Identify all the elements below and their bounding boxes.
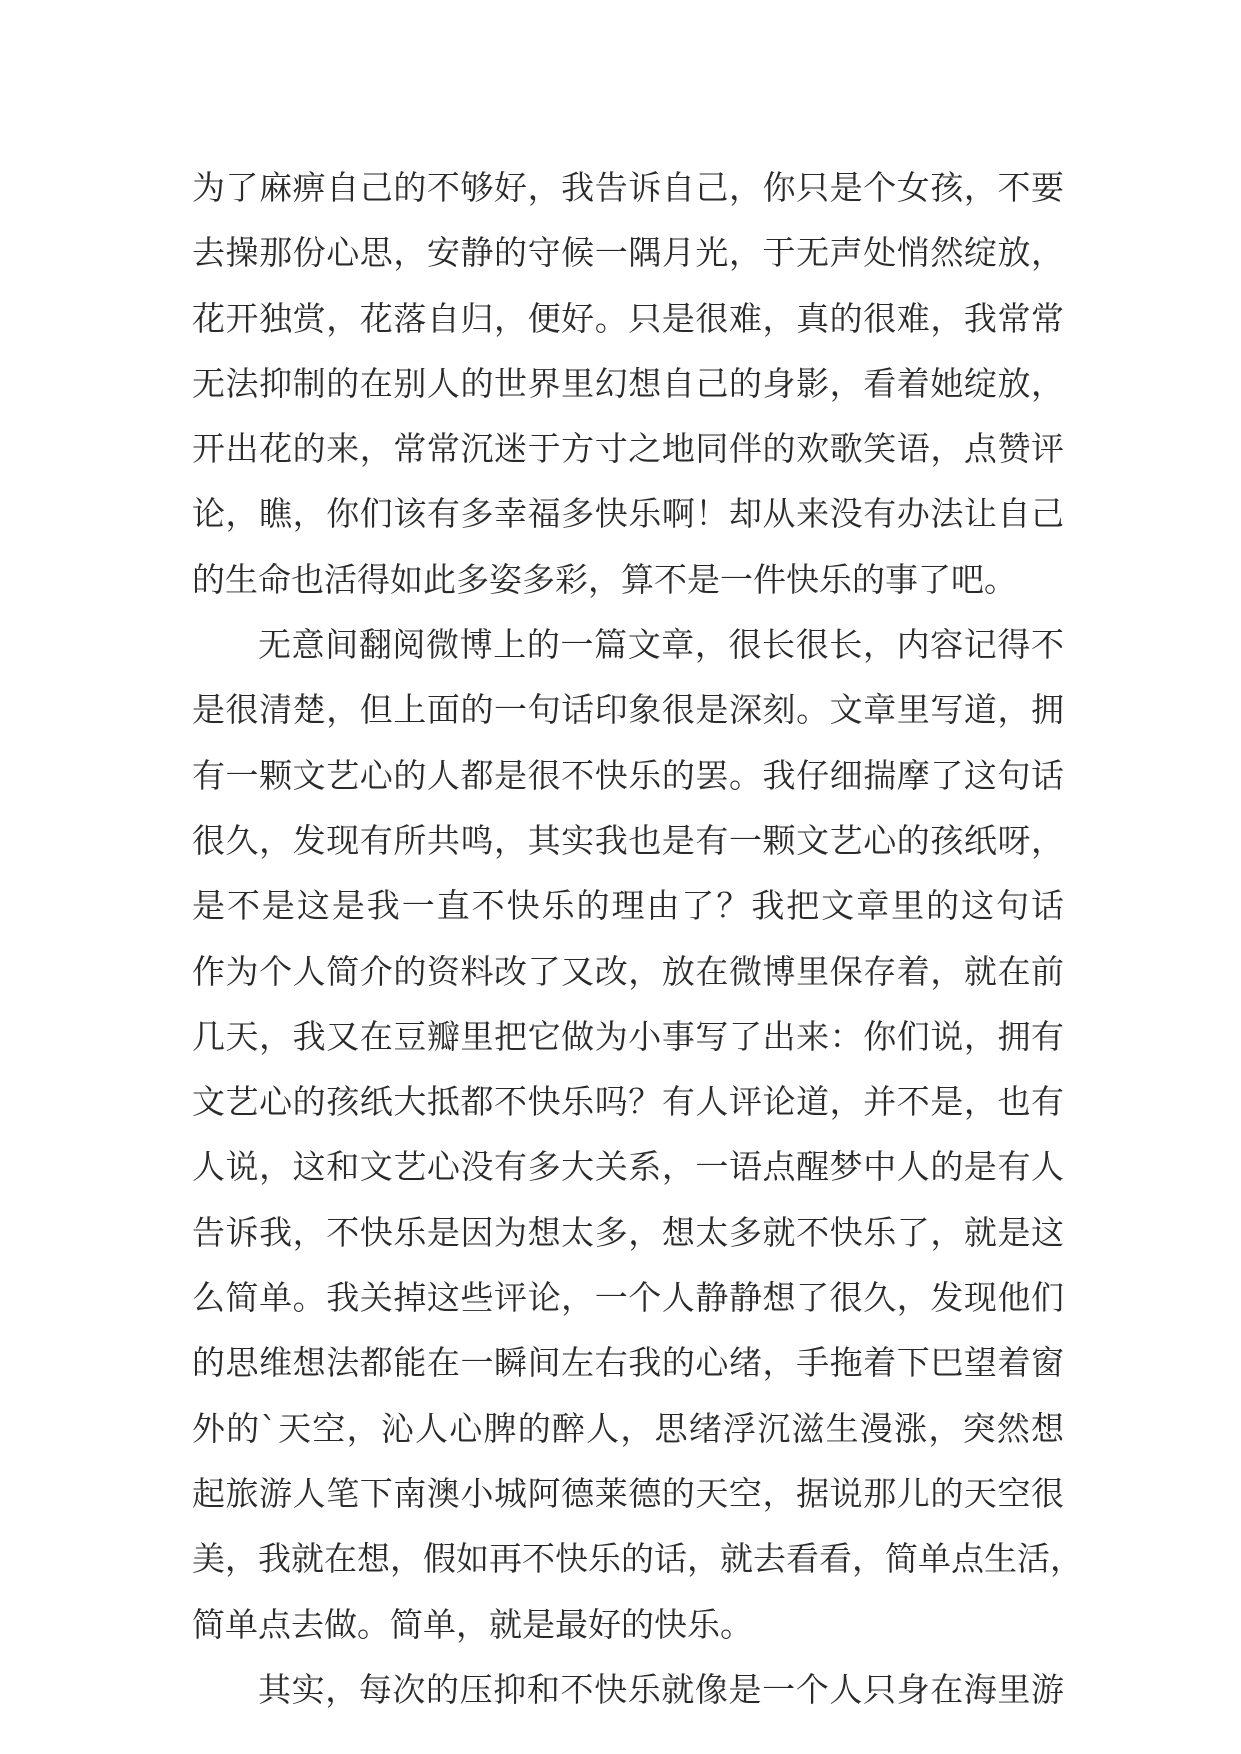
text-line: 的思维想法都能在一瞬间左右我的心绪，手拖着下巴望着窗 bbox=[192, 1343, 1064, 1383]
text-line: 论，瞧，你们该有多幸福多快乐啊！却从来没有办法让自己 bbox=[192, 494, 1064, 534]
text-line: 是不是这是我一直不快乐的理由了？我把文章里的这句话 bbox=[192, 886, 1064, 926]
text-line: 简单点去做。简单，就是最好的快乐。 bbox=[192, 1604, 753, 1644]
text-line: 作为个人简介的资料改了又改，放在微博里保存着，就在前 bbox=[192, 951, 1064, 991]
text-line: 很久，发现有所共鸣，其实我也是有一颗文艺心的孩纸呀， bbox=[192, 820, 1064, 860]
text-line: 是很清楚，但上面的一句话印象很是深刻。文章里写道，拥 bbox=[192, 690, 1064, 730]
text-line: 无法抑制的在别人的世界里幻想自己的身影，看着她绽放， bbox=[192, 363, 1064, 403]
text-line: 几天，我又在豆瓣里把它做为小事写了出来：你们说，拥有 bbox=[192, 1016, 1064, 1056]
text-line: 告诉我，不快乐是因为想太多，想太多就不快乐了，就是这 bbox=[192, 1212, 1064, 1252]
text-line: 外的`天空，沁人心脾的醉人，思绪浮沉滋生漫涨，突然想 bbox=[192, 1408, 1064, 1448]
text-line: 花开独赏，花落自归，便好。只是很难，真的很难，我常常 bbox=[192, 298, 1064, 338]
text-line: 为了麻痹自己的不够好，我告诉自己，你只是个女孩，不要 bbox=[192, 168, 1064, 207]
text-line: 有一颗文艺心的人都是很不快乐的罢。我仔细揣摩了这句话 bbox=[192, 755, 1064, 795]
text-line: 起旅游人笔下南澳小城阿德莱德的天空，据说那儿的天空很 bbox=[192, 1473, 1064, 1513]
text-line: 无意间翻阅微博上的一篇文章，很长很长，内容记得不 bbox=[258, 625, 1064, 665]
text-line: 的生命也活得如此多姿多彩，算不是一件快乐的事了吧。 bbox=[192, 559, 1017, 599]
body-text bbox=[192, 155, 1083, 1722]
text-line: 去操那份心思，安静的守候一隅月光，于无声处悄然绽放， bbox=[192, 233, 1064, 273]
text-line: 人说，这和文艺心没有多大关系，一语点醒梦中人的是有人 bbox=[192, 1147, 1064, 1187]
text-line: 其实，每次的压抑和不快乐就像是一个人只身在海里游 bbox=[258, 1669, 1064, 1709]
text-line: 开出花的来，常常沉迷于方寸之地同伴的欢歌笑语，点赞评 bbox=[192, 429, 1064, 469]
text-line: 么简单。我关掉这些评论，一个人静静想了很久，发现他们 bbox=[192, 1278, 1064, 1318]
text-line: 美，我就在想，假如再不快乐的话，就去看看，简单点生活， bbox=[192, 1539, 1083, 1579]
text-line: 文艺心的孩纸大抵都不快乐吗？有人评论道，并不是，也有 bbox=[192, 1082, 1064, 1122]
